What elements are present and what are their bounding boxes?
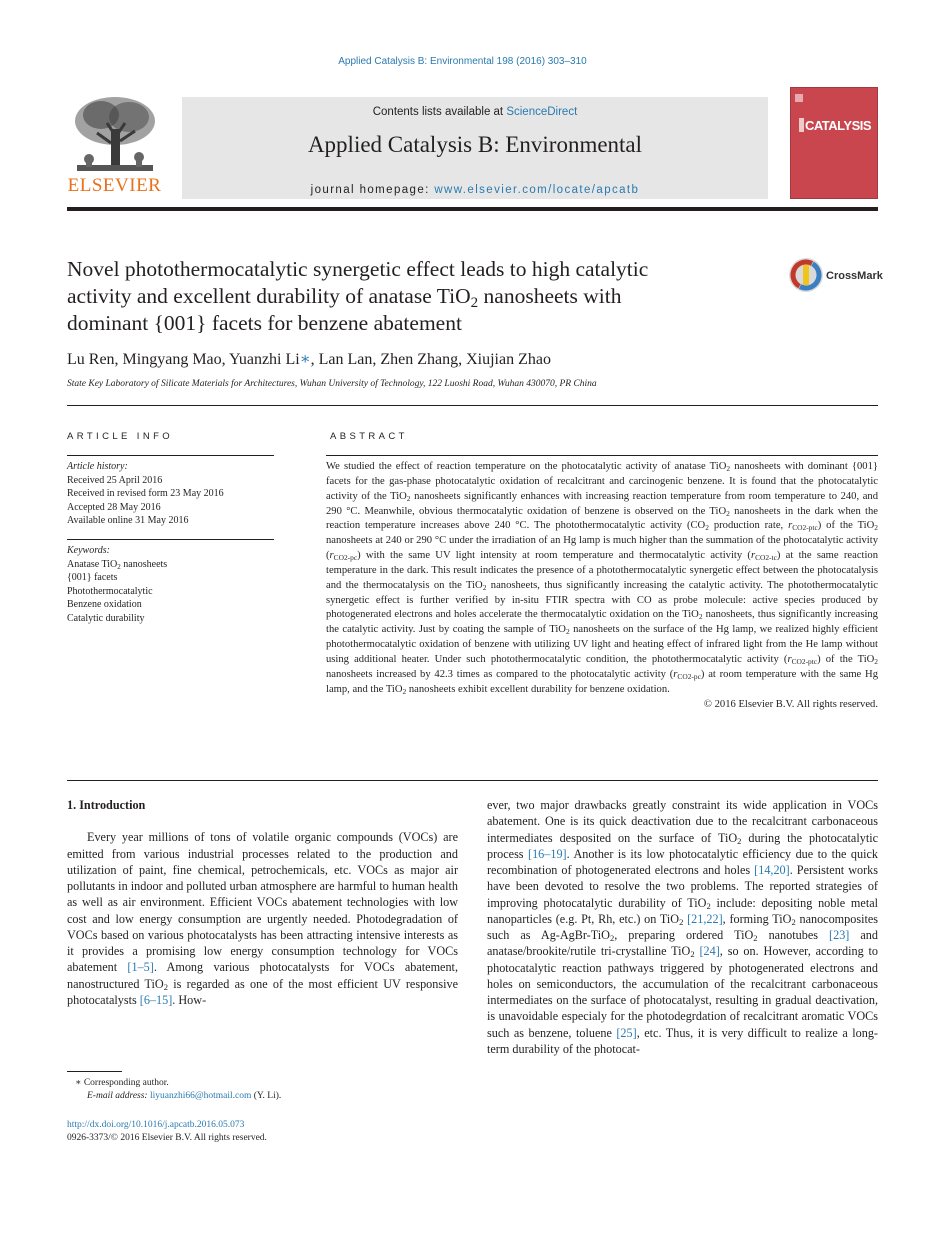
online-date: Available online 31 May 2016 (67, 515, 189, 526)
footnote-rule (67, 1071, 122, 1072)
copyright: © 2016 Elsevier B.V. All rights reserved. (703, 698, 878, 710)
citation-1-5[interactable]: [1–5] (127, 960, 154, 975)
citation-23[interactable]: [23] (829, 928, 850, 942)
keyword-2: {001} facets (67, 572, 118, 583)
journal-cover[interactable] (790, 87, 878, 199)
intro-heading: 1. Introduction (67, 798, 146, 812)
cover-text: CATALYSIS (805, 118, 872, 133)
keywords-label: Keywords: (67, 545, 110, 556)
citation-24[interactable]: [24] (699, 944, 720, 959)
publisher-logo-text: ELSEVIER (67, 175, 162, 196)
email-line: E-mail address: liyuanzhi66@hotmail.com (Y. Li). (87, 1091, 282, 1101)
cover-mark-icon (795, 94, 803, 102)
sciencedirect-link[interactable]: ScienceDirect (506, 106, 578, 118)
intro-paragraph-1-cont: ever, two major drawbacks greatly constraint its wide application in VOCs abatement. One is its quick deactivation due to the recalcitrant carbonaceous intermediates desposited on the surface of TiO$_2$ during the photocatalytic process [16–19]. Another is its low photocatalytic efficiency due to the quick recombination of photogenerated electrons and holes [14,20]. Persistent works have been devoted to resolve the two problems. The reported strategies of improving photocatalytic durability of TiO$_2$ include: depositing noble metal nanoparticles (e.g. Pt, Rh, etc.) on TiO$_2$ [21,22], forming TiO$_2$ nanocomposites such as Ag-AgBr-TiO$_2$, preparing ordered TiO$_2$ nanotubes [23] and anatase/brookite/rutile tri-crystalline TiO$_2$ [24], so on. However, according to photocatalytic reaction pathways triggered by photogenerated electrons and holes on semiconductors, the accumulation of the recalcitrant carbonaceous intermediates on the surface of photocatalyst, resulting in gradual deactivation, is unavoidable especialy for the photodegrdation of recalcitrant aromatic VOCs such as benzene, toluene [25], etc. Thus, it is very difficult to realize a long-term durability of the photocat- (487, 798, 879, 1056)
email-link[interactable]: liyuanzhi66@hotmail.com (149, 1091, 252, 1101)
abstract-rule (326, 455, 878, 456)
title-line-1: Novel photothermocatalytic synergetic effect leads to high catalytic (67, 257, 649, 281)
citation-6-15[interactable]: [6–15] (139, 992, 173, 1007)
abstract-body (326, 460, 878, 712)
keyword-5: Catalytic durability (67, 612, 145, 624)
homepage-link[interactable]: www.elsevier.com/locate/apcatb (434, 184, 640, 196)
title-line-3: dominant {001} facets for benzene abatement (67, 311, 462, 335)
homepage-line (182, 184, 768, 196)
abstract-bottom-rule (67, 780, 878, 781)
cover-bar-icon (799, 118, 804, 132)
corresponding-author-note: ∗ Corresponding author. (75, 1078, 169, 1088)
contents-prefix: Contents lists available at (372, 106, 507, 118)
abstract-heading: ABSTRACT (330, 431, 408, 442)
corresponding-star[interactable]: ∗ (299, 351, 311, 368)
citation-25[interactable]: [25] (616, 1025, 637, 1040)
keyword-1: Anatase TiO$_2$ nanosheets (67, 558, 168, 571)
crossmark-badge[interactable] (788, 257, 883, 293)
header-rule (67, 207, 878, 211)
citation-16-19[interactable]: [16–19] (528, 846, 567, 861)
doi-link[interactable]: http://dx.doi.org/10.1016/j.apcatb.2016.05.073 (67, 1120, 245, 1130)
accepted-date: Accepted 28 May 2016 (67, 501, 161, 513)
keyword-4: Benzene oxidation (67, 599, 142, 610)
keyword-3: Photothermocatalytic (67, 585, 153, 597)
homepage-prefix: journal homepage: (310, 184, 435, 196)
citation-21-22[interactable]: [21,22] (687, 911, 723, 926)
info-rule-mid (67, 539, 274, 540)
crossmark-icon (788, 257, 824, 293)
history-label: Article history: (67, 461, 128, 472)
keywords (67, 544, 277, 625)
authors: Lu Ren, Mingyang Mao, Yuanzhi Li∗, Lan Lan, Zhen Zhang, Xiujian Zhao (67, 351, 551, 368)
journal-title: Applied Catalysis B: Environmental (307, 132, 643, 157)
tree-icon (67, 93, 162, 177)
article-title (67, 256, 757, 337)
title-rule (67, 405, 878, 406)
crossmark-label: CrossMark (826, 270, 883, 282)
received-date: Received 25 April 2016 (67, 474, 163, 486)
masthead (67, 87, 878, 199)
intro-right-column (487, 797, 878, 1057)
affiliation: State Key Laboratory of Silicate Materials for Architectures, Wuhan University of Technology, 122 Luoshi Road, Wuhan 430070, PR China (67, 379, 597, 389)
article-history (67, 460, 277, 528)
intro-left-column (67, 797, 458, 1008)
journal-reference[interactable]: Applied Catalysis B: Environmental 198 (2016) 303–310 (338, 56, 587, 67)
revised-date: Received in revised form 23 May 2016 (67, 488, 224, 499)
journal-banner (182, 97, 768, 199)
article-info-heading: ARTICLE INFO (67, 431, 174, 442)
intro-paragraph-1: Every year millions of tons of volatile organic compounds (VOCs) are emitted from various industrial processes related to the production and utilization of paint, fine chemical, petrochemicals, etc. VOCs as major air pollutants in indoor and polluted urban atmosphere are harmful to human health as well as air environment. Efficient VOCs abatement technologies with low cost and low energy consumption are urgently needed. Photodegradation of VOCs based on various photocatalysts has been attracting intensive interests as it provides a promising low energy consumption technology for VOCs abatement [1–5]. Among various photocatalysts for VOCs abatement, nanostructured TiO$_2$ is regarded as one of the most efficient UV responsive photocatalysts [6–15]. How- (67, 830, 458, 1007)
contents-line (182, 106, 768, 118)
page-footer (67, 1119, 467, 1145)
citation-14-20[interactable]: [14,20] (754, 863, 790, 877)
title-line-2: activity and excellent durability of anatase TiO$_2$ nanosheets with (67, 284, 622, 311)
issn-line: 0926-3373/© 2016 Elsevier B.V. All rights reserved. (67, 1133, 267, 1143)
footnote (75, 1077, 455, 1103)
info-rule-top (67, 455, 274, 456)
abstract-paragraph: We studied the effect of reaction temperature on the photocatalytic activity of anatase TiO$_2$ nanosheets with dominant {001} facets for the gas-phase photocatalytic oxidation of recalcitrant and carcinogenic benzene. It is found that the photocatalytic activity of the TiO$_2$ nanosheets significantly enhances with increasing reaction temperature from room temperature to 240, and 290 °C. Meanwhile, obvious thermocatalytic oxidation of benzene is observed on the TiO$_2$ nanosheets in the dark when the reaction temperature increases above 240 °C. The photothermocatalytic activity ($CO_2$ production rate, $r_{CO2-ptc}$) of the TiO$_2$ nanosheets at 240 or 290 °C under the irradiation of an Hg lamp is much higher than the summation of the photocatalytic activity $(r_{CO2-pc})$ with the same UV light intensity at room temperature and thermocatalytic activity $(r_{CO2-tc})$ at the same reaction temperature in the dark. This result indicates the presence of a photothermocatalytic synergetic effect between the photocatalysis and the thermocatalysis on the TiO$_2$ nanosheets, thus significantly increasing the catalytic activity. The photothermocatalytic synergetic effect is further verified by in-situ FTIR spectra with CO as probe molecule: active species produced by photogenerated electrons and holes accelerate the thermocatalytic oxidation on the TiO$_2$ nanosheets, thus significantly increasing the catalytic activity. Just by coating the sample of TiO$_2$ nanosheets on the surface of the Hg lamp, we realized highly efficient photothermocatalytic oxidation of benzene with utilizing UV light and heating effect of infrared light from the He lamp without using additional heater. Under such photothermocatalytic condition, the photothermocatalytic activity $(r_{CO2-ptc})$ of the TiO$_2$ nanosheets increased by 42.3 times as compared to the photocatalytic activity $(r_{CO2-pc})$ at room temperature with the same Hg lamp, and the TiO$_2$ nanosheets exhibit excellent durability for benzene oxidation. (326, 461, 879, 696)
